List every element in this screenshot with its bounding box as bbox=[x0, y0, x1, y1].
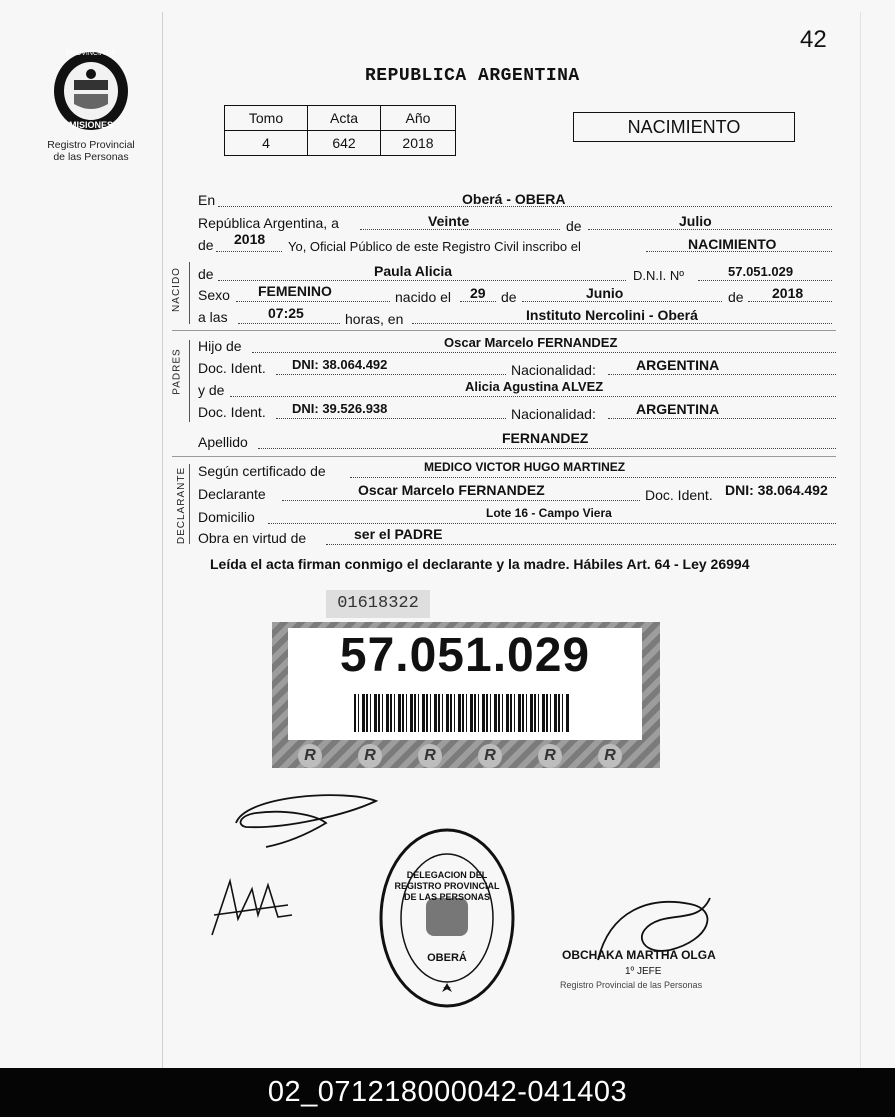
dotted-line bbox=[218, 280, 626, 281]
dotted-line bbox=[276, 418, 506, 419]
label-nacido-el: nacido el bbox=[395, 289, 452, 305]
label-hijo-de: Hijo de bbox=[198, 338, 242, 354]
label-nacionalidad2: Nacionalidad: bbox=[511, 406, 596, 422]
dotted-line bbox=[268, 523, 836, 524]
dotted-line bbox=[608, 418, 836, 419]
label-de-nombre: de bbox=[198, 266, 214, 282]
declarante-signature bbox=[226, 785, 386, 860]
dotted-line bbox=[216, 251, 282, 252]
label-a-las: a las bbox=[198, 309, 228, 325]
label-sexo: Sexo bbox=[198, 287, 230, 303]
side-label-nacido: NACIDO bbox=[170, 267, 182, 312]
value-tomo: 4 bbox=[225, 131, 308, 156]
official-role: 1º JEFE bbox=[625, 966, 662, 977]
doc-type-box: NACIMIENTO bbox=[573, 112, 795, 142]
closing-text: Leída el acta firman conmigo el declarante y la madre. Hábiles Art. 64 - Ley 26994 bbox=[210, 556, 750, 572]
official-office: Registro Provincial de las Personas bbox=[560, 980, 703, 990]
page-title: REPUBLICA ARGENTINA bbox=[365, 66, 580, 86]
label-doc-ident2: Doc. Ident. bbox=[198, 404, 266, 420]
value-mes: Julio bbox=[679, 213, 712, 229]
value-dni: 57.051.029 bbox=[728, 264, 794, 279]
section-divider bbox=[172, 330, 836, 331]
seal-bottom-text: MISIONES bbox=[68, 120, 113, 130]
dotted-line bbox=[588, 229, 832, 230]
value-nac-mes: Junio bbox=[586, 285, 624, 301]
dotted-line bbox=[748, 301, 832, 302]
dotted-line bbox=[460, 301, 496, 302]
label-en: En bbox=[198, 192, 216, 208]
page-edge bbox=[860, 12, 861, 1068]
seal-top-text: PROVINCIA DE bbox=[66, 50, 116, 57]
value-acta: 642 bbox=[308, 131, 381, 156]
label-de2: de bbox=[198, 237, 214, 253]
value-lugar-nac: Instituto Nercolini - Oberá bbox=[526, 307, 698, 323]
section-rule bbox=[189, 464, 190, 544]
label-de-mes: de bbox=[501, 289, 517, 305]
value-dia: Veinte bbox=[428, 213, 470, 229]
header-tomo: Tomo bbox=[225, 106, 308, 131]
dotted-line bbox=[276, 374, 506, 375]
dotted-line bbox=[258, 448, 836, 449]
dotted-line bbox=[238, 323, 340, 324]
value-padre: Oscar Marcelo FERNANDEZ bbox=[444, 335, 618, 350]
label-de: de bbox=[566, 218, 582, 234]
stamp-ring-text: DELEGACION DEL REGISTRO PROVINCIAL DE LAS PERSONAS bbox=[394, 870, 500, 902]
label-de-anio: de bbox=[728, 289, 744, 305]
dotted-line bbox=[350, 477, 836, 478]
value-lugar: Oberá - OBERA bbox=[462, 191, 566, 207]
value-nac-anio: 2018 bbox=[772, 285, 804, 301]
r-watermark: R bbox=[598, 744, 622, 768]
side-label-padres: PADRES bbox=[171, 348, 183, 395]
label-domicilio: Domicilio bbox=[198, 509, 255, 525]
footer-id: 02_071218000042-041403 bbox=[0, 1068, 895, 1117]
value-apellido: FERNANDEZ bbox=[502, 430, 589, 446]
label-doc-ident3: Doc. Ident. bbox=[645, 487, 713, 503]
label-nacionalidad: Nacionalidad: bbox=[511, 362, 596, 378]
value-sexo: FEMENINO bbox=[258, 283, 332, 299]
value-madre: Alicia Agustina ALVEZ bbox=[465, 379, 604, 394]
label-doc-ident: Doc. Ident. bbox=[198, 360, 266, 376]
value-declarante: Oscar Marcelo FERNANDEZ bbox=[358, 482, 545, 498]
dotted-line bbox=[236, 301, 390, 302]
value-anio: 2018 bbox=[381, 131, 456, 156]
header-anio: Año bbox=[381, 106, 456, 131]
value-hora: 07:25 bbox=[268, 305, 304, 321]
barcode bbox=[354, 694, 570, 732]
sticker-number: 57.051.029 bbox=[339, 629, 591, 682]
r-watermark: R bbox=[358, 744, 382, 768]
section-divider bbox=[172, 456, 836, 457]
madre-signature bbox=[208, 875, 298, 942]
section-rule bbox=[189, 340, 190, 422]
label-declarante: Declarante bbox=[198, 486, 266, 502]
value-padre-doc: DNI: 38.064.492 bbox=[292, 357, 388, 372]
value-domicilio: Lote 16 - Campo Viera bbox=[486, 506, 612, 520]
value-certificado: MEDICO VICTOR HUGO MARTINEZ bbox=[424, 460, 626, 474]
dotted-line bbox=[360, 229, 560, 230]
register-table bbox=[224, 105, 456, 156]
label-yo: Yo, Oficial Público de este Registro Civil inscribo el bbox=[288, 239, 581, 254]
dotted-line bbox=[230, 396, 836, 397]
dotted-line bbox=[698, 280, 832, 281]
official-signature bbox=[590, 890, 730, 975]
registry-stamp bbox=[378, 826, 516, 1010]
value-padre-nac: ARGENTINA bbox=[636, 357, 720, 373]
r-watermark: R bbox=[418, 744, 442, 768]
dotted-line bbox=[608, 374, 836, 375]
value-madre-doc: DNI: 39.526.938 bbox=[292, 401, 388, 416]
value-madre-nac: ARGENTINA bbox=[636, 401, 720, 417]
page-number: 42 bbox=[800, 26, 827, 53]
stamp-city: OBERÁ bbox=[427, 952, 467, 964]
label-republica: República Argentina, a bbox=[198, 215, 339, 231]
r-watermark: R bbox=[538, 744, 562, 768]
value-obra: ser el PADRE bbox=[354, 526, 443, 542]
r-watermark: R bbox=[478, 744, 502, 768]
dotted-line bbox=[412, 323, 832, 324]
r-watermark: R bbox=[298, 744, 322, 768]
value-nombre: Paula Alicia bbox=[374, 263, 453, 279]
official-name: OBCHAKA MARTHA OLGA bbox=[562, 948, 716, 962]
dotted-line bbox=[252, 352, 836, 353]
value-anio: 2018 bbox=[234, 231, 266, 247]
side-label-declarante: DECLARANTE bbox=[176, 466, 188, 545]
label-y-de: y de bbox=[198, 382, 225, 398]
logo-caption-1: Registro Provincial bbox=[47, 139, 135, 151]
logo-caption-2: de las Personas bbox=[53, 151, 129, 163]
dotted-line bbox=[522, 301, 722, 302]
sticker-serial: 01618322 bbox=[326, 590, 430, 618]
label-obra: Obra en virtud de bbox=[198, 530, 307, 546]
label-horas-en: horas, en bbox=[345, 311, 404, 327]
value-acto: NACIMIENTO bbox=[688, 236, 777, 252]
label-apellido: Apellido bbox=[198, 434, 248, 450]
margin-line bbox=[162, 12, 163, 1068]
label-dni: D.N.I. Nº bbox=[633, 268, 684, 283]
label-segun: Según certificado de bbox=[198, 463, 326, 479]
dotted-line bbox=[326, 544, 836, 545]
value-nac-dia: 29 bbox=[470, 285, 486, 301]
value-declarante-doc: DNI: 38.064.492 bbox=[725, 482, 828, 498]
header-acta: Acta bbox=[308, 106, 381, 131]
section-rule bbox=[189, 262, 190, 324]
dotted-line bbox=[282, 500, 640, 501]
